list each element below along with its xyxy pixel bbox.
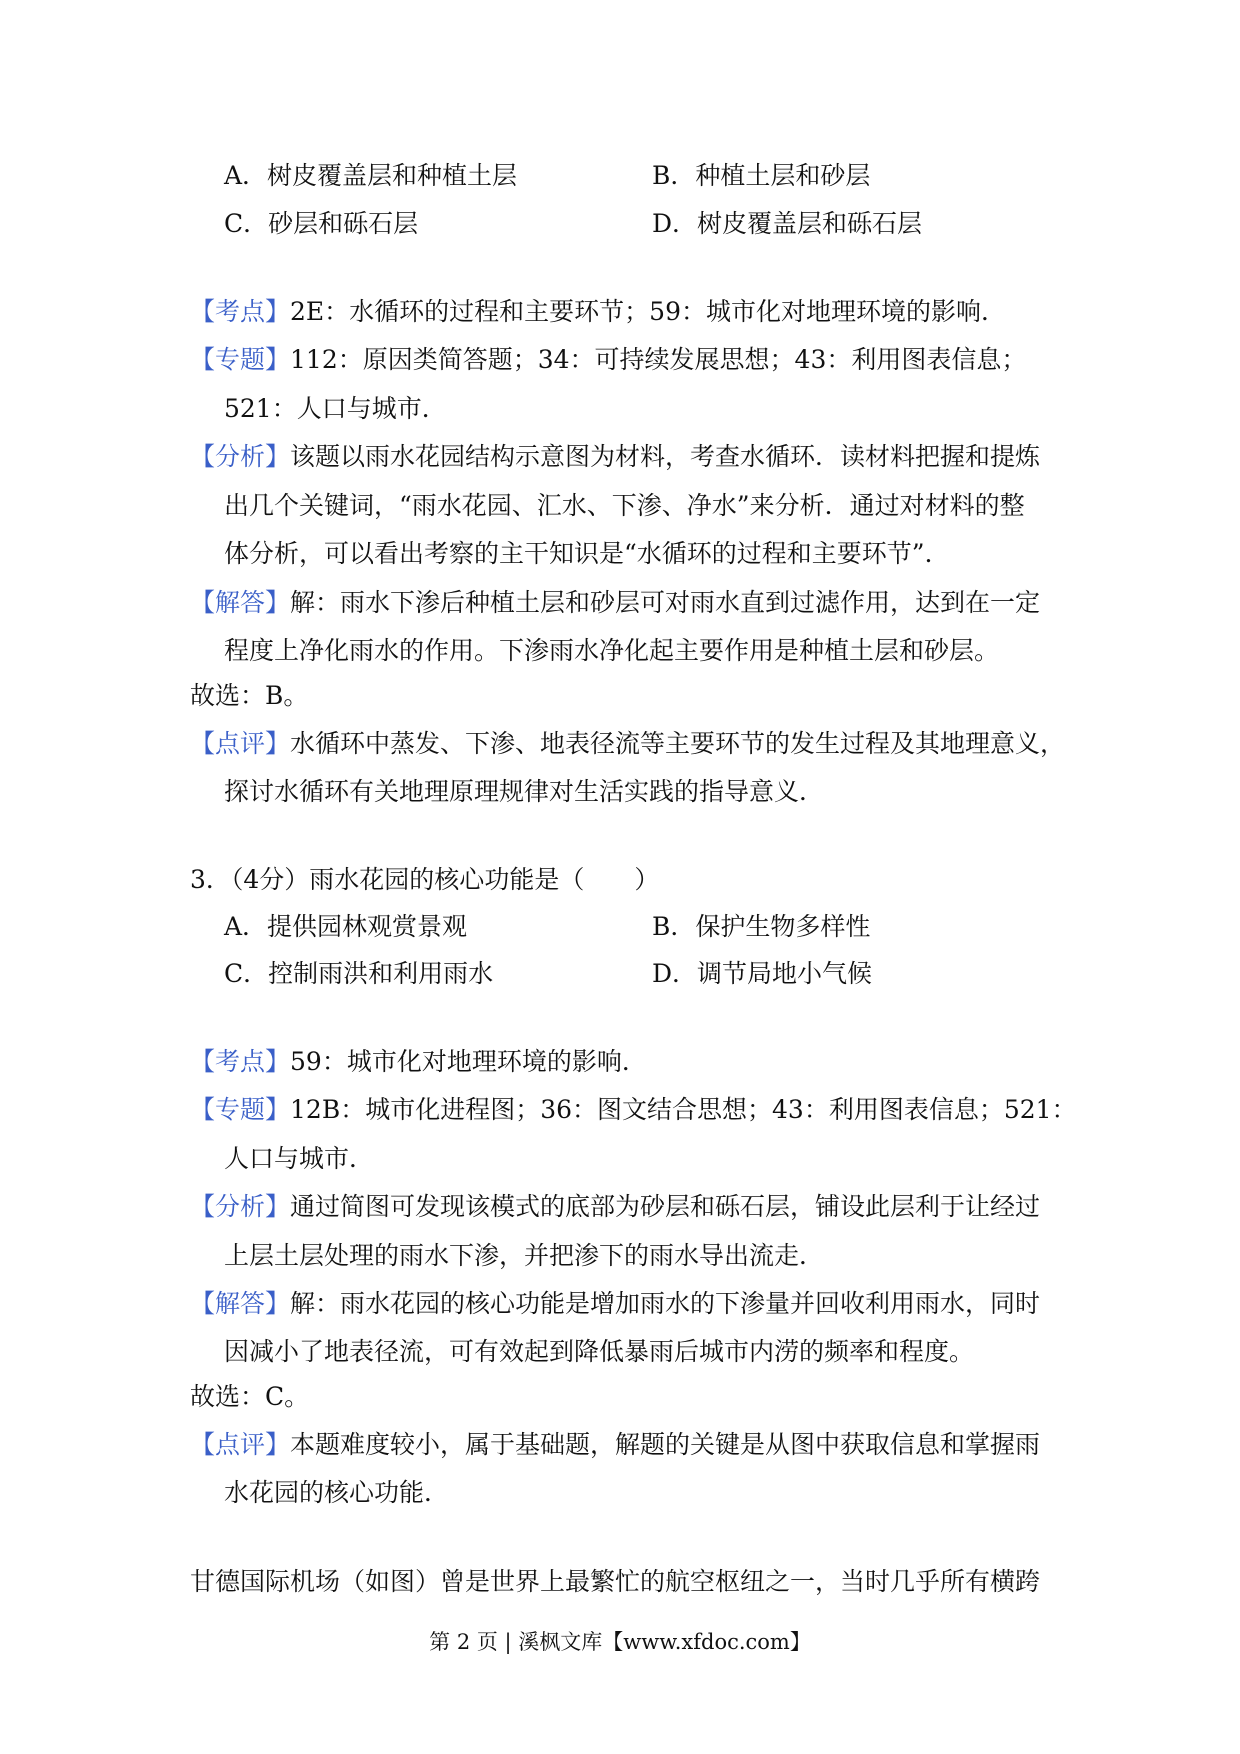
kaodian-tag: 【考点】 xyxy=(190,1047,291,1076)
zhuanti-tag: 【专题】 xyxy=(190,345,291,374)
answer-line: 故选：B。 xyxy=(190,681,309,710)
option-b: B．种植土层和砂层 xyxy=(652,161,871,190)
dianping-text: 水循环中蒸发、下渗、地表径流等主要环节的发生过程及其地理意义， xyxy=(290,729,1066,758)
dianping-tag: 【点评】 xyxy=(190,729,291,758)
jieda-continuation: 因减小了地表径流，可有效起到降低暴雨后城市内涝的频率和程度。 xyxy=(224,1337,975,1366)
dianping-tag: 【点评】 xyxy=(190,1430,291,1459)
fenxi-text: 通过简图可发现该模式的底部为砂层和砾石层，铺设此层利于让经过 xyxy=(290,1192,1041,1221)
jieda-tag: 【解答】 xyxy=(190,588,291,617)
zhuanti-text: 12B：城市化进程图；36：图文结合思想；43：利用图表信息；521： xyxy=(290,1095,1077,1124)
passage-text: 甘德国际机场（如图）曾是世界上最繁忙的航空枢纽之一，当时几乎所有横跨 xyxy=(190,1567,1041,1596)
dianping-continuation: 探讨水循环有关地理原理规律对生活实践的指导意义． xyxy=(224,777,825,806)
fenxi-continuation: 出几个关键词，“雨水花园、汇水、下渗、净水”来分析．通过对材料的整 xyxy=(224,491,1025,520)
question-stem: 3．（4分）雨水花园的核心功能是（ ） xyxy=(190,865,660,894)
fenxi-continuation: 体分析，可以看出考察的主干知识是“水循环的过程和主要环节”． xyxy=(224,539,950,568)
option-d: D．树皮覆盖层和砾石层 xyxy=(652,209,923,238)
fenxi-line xyxy=(190,1191,1040,1223)
zhuanti-tag: 【专题】 xyxy=(190,1095,291,1124)
zhuanti-line xyxy=(190,344,1026,376)
kaodian-line xyxy=(190,296,1006,328)
zhuanti-continuation: 521：人口与城市． xyxy=(224,394,447,423)
jieda-line xyxy=(190,1288,1040,1320)
fenxi-text: 该题以雨水花园结构示意图为材料，考查水循环．读材料把握和提炼 xyxy=(290,442,1041,471)
option-c: C．控制雨洪和利用雨水 xyxy=(224,959,494,988)
zhuanti-line xyxy=(190,1094,1077,1126)
option-a: A．提供园林观赏景观 xyxy=(224,912,468,941)
jieda-text: 解：雨水下渗后种植土层和砂层可对雨水直到过滤作用，达到在一定 xyxy=(290,588,1041,617)
option-d: D．调节局地小气候 xyxy=(652,959,873,988)
option-c: C．砂层和砾石层 xyxy=(224,209,419,238)
zhuanti-text: 112：原因类简答题；34：可持续发展思想；43：利用图表信息； xyxy=(290,345,1027,374)
option-a: A．树皮覆盖层和种植土层 xyxy=(224,161,518,190)
jieda-tag: 【解答】 xyxy=(190,1289,291,1318)
zhuanti-continuation: 人口与城市． xyxy=(224,1144,375,1173)
dianping-continuation: 水花园的核心功能． xyxy=(224,1478,450,1507)
fenxi-line xyxy=(190,441,1040,473)
dianping-text: 本题难度较小，属于基础题，解题的关键是从图中获取信息和掌握雨 xyxy=(290,1430,1041,1459)
kaodian-line xyxy=(190,1046,647,1078)
option-b: B．保护生物多样性 xyxy=(652,912,871,941)
kaodian-tag: 【考点】 xyxy=(190,297,291,326)
dianping-line xyxy=(190,1429,1040,1461)
jieda-continuation: 程度上净化雨水的作用。下渗雨水净化起主要作用是种植土层和砂层。 xyxy=(224,636,1000,665)
kaodian-text: 59：城市化对地理环境的影响． xyxy=(290,1047,647,1076)
answer-line: 故选：C。 xyxy=(190,1382,310,1411)
fenxi-tag: 【分析】 xyxy=(190,442,291,471)
fenxi-continuation: 上层土层处理的雨水下渗，并把渗下的雨水导出流走． xyxy=(224,1241,825,1270)
dianping-line xyxy=(190,728,1065,760)
page-footer: 第 2 页 | 溪枫文库【www.xfdoc.com】 xyxy=(429,1630,811,1654)
kaodian-text: 2E：水循环的过程和主要环节；59：城市化对地理环境的影响． xyxy=(290,297,1006,326)
jieda-text: 解：雨水花园的核心功能是增加雨水的下渗量并回收利用雨水，同时 xyxy=(290,1289,1041,1318)
jieda-line xyxy=(190,587,1040,619)
fenxi-tag: 【分析】 xyxy=(190,1192,291,1221)
